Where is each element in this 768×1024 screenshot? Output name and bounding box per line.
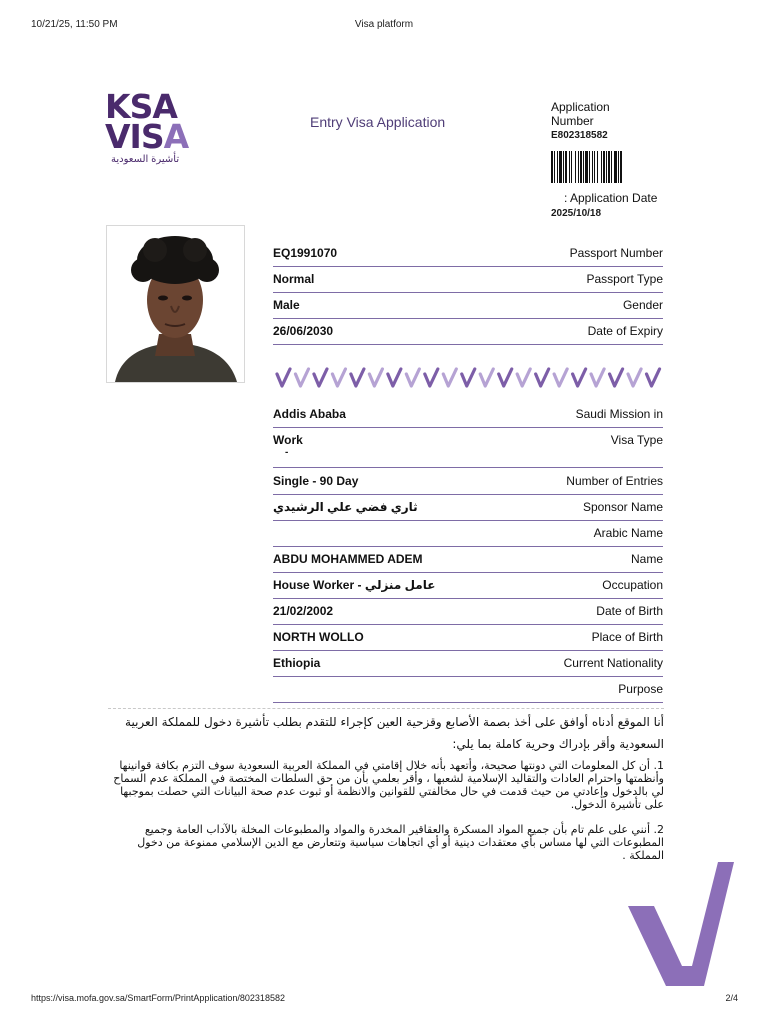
check-mark-icon xyxy=(388,369,401,386)
check-mark-icon xyxy=(573,369,586,386)
check-mark-icon xyxy=(610,369,623,386)
check-mark-band xyxy=(275,366,663,390)
check-mark-icon xyxy=(554,369,567,386)
row-saudi-mission xyxy=(273,401,663,428)
occupation-label: Occupation xyxy=(602,578,663,592)
large-check-watermark-icon xyxy=(628,862,734,986)
check-mark-icon xyxy=(332,369,345,386)
date-of-expiry-label: Date of Expiry xyxy=(587,324,663,338)
application-block xyxy=(551,100,671,183)
logo-tagline: تأشيرة السعودية xyxy=(111,154,180,165)
row-visa-type xyxy=(273,427,663,468)
check-mark-icon xyxy=(369,369,382,386)
row-date-of-birth xyxy=(273,598,663,625)
application-date-label: : Application Date xyxy=(564,191,658,205)
row-sponsor-name xyxy=(273,494,663,521)
check-mark-icon xyxy=(314,369,327,386)
arabic-name-label: Arabic Name xyxy=(593,526,663,540)
check-mark-icon xyxy=(517,369,530,386)
form-title: Entry Visa Application xyxy=(310,114,446,130)
gender-value: Male xyxy=(273,298,300,312)
declaration-intro: أنا الموقع أدناه أوافق على أخذ بصمة الأصابع وقزحية العين كإجراء للتقدم بطلب تأشيرة دخول للمملكة العربية السعودية وأقر بإدراك وحرية كاملة بما يلي: xyxy=(125,715,664,751)
check-mark-icon xyxy=(499,369,512,386)
date-of-expiry-value: 26/06/2030 xyxy=(273,324,334,338)
row-passport-number xyxy=(273,240,663,267)
row-place-of-birth xyxy=(273,624,663,651)
row-gender xyxy=(273,292,663,319)
check-mark-icon xyxy=(480,369,493,386)
row-passport-type xyxy=(273,266,663,293)
declaration-item-1: 1. أن كل المعلومات التي دونتها صحيحة، وأتعهد بأنه خلال إقامتي في المملكة العربية السعودية سوف التزم بكافة قوانينها وأنظمتها واحترام العادات والتقاليد الإسلامية لشعبها ، وأقر بعلمي بأن من حق السلطات المختصة في المملكة عدم السماح لي بالدخول وإعادتي من حيث قدمت في حال مخالفتي للقوانين والانظمة أو ثبوت عدم صحة البيانات التي حصلت بموجبها على تأشيرة الدخول. xyxy=(113,759,664,811)
visa-type-value: Work xyxy=(273,433,303,447)
number-of-entries-label: Number of Entries xyxy=(566,474,663,488)
name-value: ABDU MOHAMMED ADEM xyxy=(273,552,423,566)
passport-number-value: EQ1991070 xyxy=(273,246,338,260)
row-name xyxy=(273,546,663,573)
passport-number-label: Passport Number xyxy=(569,246,663,260)
visa-type-label: Visa Type xyxy=(610,433,663,447)
check-mark-icon xyxy=(295,369,308,386)
row-arabic-name xyxy=(273,520,663,547)
place-of-birth-label: Place of Birth xyxy=(591,630,663,644)
row-number-of-entries xyxy=(273,468,663,495)
sponsor-name-value: ثاري فضي علي الرشيدي xyxy=(273,500,418,514)
date-of-birth-value: 21/02/2002 xyxy=(273,604,334,618)
date-of-birth-label: Date of Birth xyxy=(596,604,663,618)
application-date: 2025/10/18 xyxy=(551,208,602,219)
check-mark-icon xyxy=(536,369,549,386)
saudi-mission-label: Saudi Mission in xyxy=(575,407,663,421)
print-timestamp: 10/21/25, 11:50 PM xyxy=(31,19,118,30)
occupation-value: House Worker - عامل منزلي xyxy=(273,578,436,592)
check-mark-icon xyxy=(462,369,475,386)
check-mark-icon xyxy=(351,369,364,386)
check-mark-icon xyxy=(425,369,438,386)
row-purpose xyxy=(273,676,663,703)
row-occupation xyxy=(273,572,663,599)
barcode-icon xyxy=(551,151,663,183)
page-number: 2/4 xyxy=(725,993,738,1003)
applicant-photo xyxy=(106,225,245,383)
visa-type-extra: - xyxy=(285,447,289,458)
row-current-nationality xyxy=(273,650,663,677)
current-nationality-value: Ethiopia xyxy=(273,656,321,670)
check-mark-icon xyxy=(647,369,660,386)
name-label: Name xyxy=(630,552,663,566)
passport-type-value: Normal xyxy=(273,272,315,286)
place-of-birth-value: NORTH WOLLO xyxy=(273,630,364,644)
logo-visa-accent: A xyxy=(163,117,189,156)
print-header xyxy=(0,19,768,33)
print-footer xyxy=(0,993,768,1007)
check-mark-icon xyxy=(443,369,456,386)
gender-label: Gender xyxy=(622,298,663,312)
check-mark-icon xyxy=(591,369,604,386)
row-date-of-expiry xyxy=(273,318,663,345)
application-number-label: Application Number xyxy=(551,100,610,128)
sponsor-name-label: Sponsor Name xyxy=(582,500,663,514)
current-nationality-label: Current Nationality xyxy=(563,656,663,670)
logo-line-visa xyxy=(105,117,195,156)
declaration-separator xyxy=(108,708,664,709)
logo-visa-main: VIS xyxy=(105,117,164,156)
print-url: https://visa.mofa.gov.sa/SmartForm/PrintApplication/802318582 xyxy=(31,993,285,1003)
purpose-label: Purpose xyxy=(618,682,663,696)
applicant-photo-illustration xyxy=(107,226,244,382)
print-title: Visa platform xyxy=(354,19,414,30)
check-mark-icon xyxy=(406,369,419,386)
saudi-mission-value: Addis Ababa xyxy=(273,407,346,421)
number-of-entries-value: Single - 90 Day xyxy=(273,474,359,488)
application-number: E802318582 xyxy=(551,130,608,141)
declaration-item-2: 2. أنني على علم تام بأن جميع المواد المسكرة والعقاقير المخدرة والمواد والمطبوعات المخلة بالآداب العامة وجميع المطبوعات التي لها مساس بأي معتقدات دينية أو أي اتجاهات سياسية وتتعارض مع الدين الإسلامي ممنوعة من دخول المملكة . xyxy=(137,823,664,862)
logo-line-ksa: KSA xyxy=(105,87,177,126)
passport-type-label: Passport Type xyxy=(586,272,663,286)
check-mark-icon xyxy=(628,369,641,386)
ksa-visa-logo xyxy=(105,87,195,172)
check-mark-icon xyxy=(277,369,290,386)
